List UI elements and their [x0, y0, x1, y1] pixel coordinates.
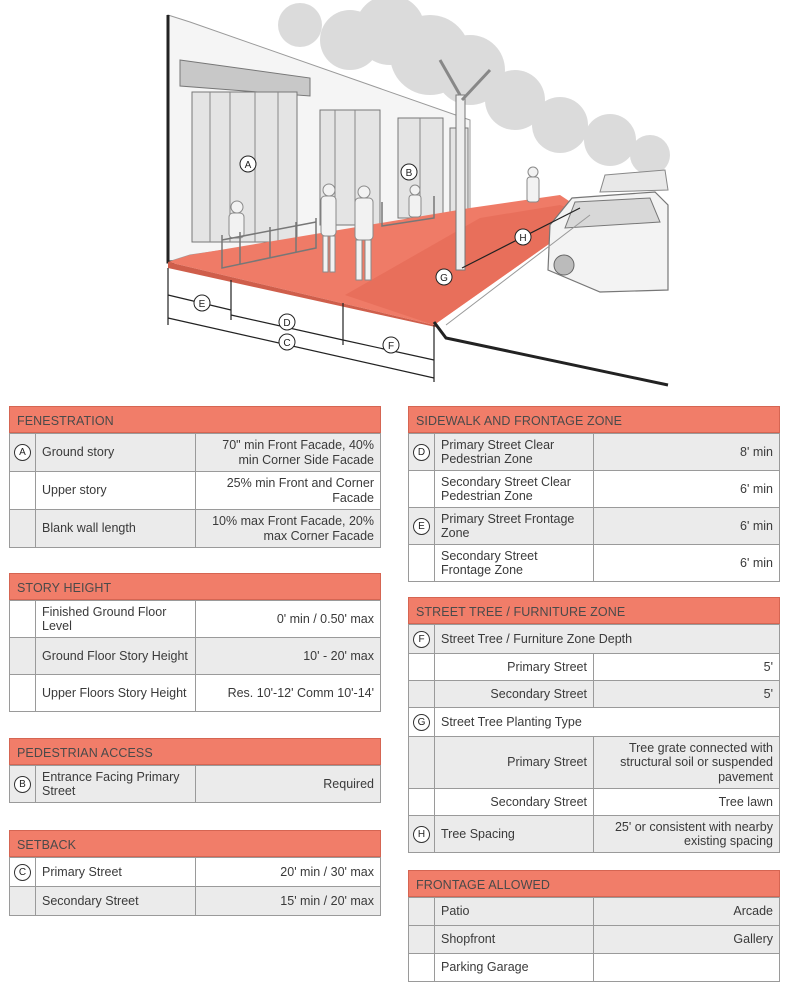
table-row — [409, 954, 780, 982]
marker-cell — [10, 766, 36, 803]
marker-h — [515, 229, 531, 245]
frontage-type: Gallery — [594, 926, 780, 954]
row-label: Blank wall length — [36, 510, 196, 548]
table-row — [10, 675, 381, 712]
row-label: Primary Street Frontage Zone — [435, 508, 594, 545]
section-header: PEDESTRIAN ACCESS — [9, 738, 381, 765]
frontage-type — [594, 954, 780, 982]
row-label: Primary Street Clear Pedestrian Zone — [435, 434, 594, 471]
table-row — [409, 789, 780, 816]
section-header: STORY HEIGHT — [9, 573, 381, 600]
streetscape-illustration — [0, 0, 791, 395]
row-label: Entrance Facing Primary Street — [36, 766, 196, 803]
marker-cell — [10, 434, 36, 472]
marker-cell — [10, 858, 36, 887]
frontage-type: Shopfront — [435, 926, 594, 954]
row-label: Ground story — [36, 434, 196, 472]
row-label: Secondary Street Clear Pedestrian Zone — [435, 471, 594, 508]
marker-cell — [409, 789, 435, 816]
story-height-table — [9, 600, 381, 712]
row-value: Tree lawn — [594, 789, 780, 816]
table-row — [10, 858, 381, 887]
row-value: 70" min Front Facade, 40% min Corner Side Facade — [196, 434, 381, 472]
table-row — [10, 766, 381, 803]
curb-line — [434, 322, 668, 385]
section-header: SETBACK — [9, 830, 381, 857]
row-label: Upper Floors Story Height — [36, 675, 196, 712]
marker-cell — [409, 625, 435, 654]
marker-cell — [409, 654, 435, 681]
table-row — [409, 898, 780, 926]
marker-cell — [409, 816, 435, 853]
table-row — [10, 434, 381, 472]
svg-text:F: F — [387, 341, 395, 352]
row-label: Upper story — [36, 472, 196, 510]
row-value: 20' min / 30' max — [196, 858, 381, 887]
marker-badge: A — [14, 444, 31, 461]
svg-text:E: E — [198, 299, 206, 310]
street-tree-section — [408, 597, 780, 853]
row-value: 6' min — [594, 508, 780, 545]
row-label: Primary Street — [435, 737, 594, 789]
marker-cell — [10, 638, 36, 675]
row-value: 0' min / 0.50' max — [196, 601, 381, 638]
table-row — [10, 638, 381, 675]
setback-section — [9, 830, 381, 916]
row-label: Secondary Street Frontage Zone — [435, 545, 594, 582]
svg-text:H: H — [519, 233, 527, 244]
row-value: 15' min / 20' max — [196, 887, 381, 916]
row-value: 25' or consistent with nearby existing spacing — [594, 816, 780, 853]
section-header: FRONTAGE ALLOWED — [408, 870, 780, 897]
row-label: Ground Floor Story Height — [36, 638, 196, 675]
frontage-type: Patio — [435, 898, 594, 926]
marker-cell — [409, 434, 435, 471]
row-label: Street Tree / Furniture Zone Depth — [435, 625, 780, 654]
svg-text:B: B — [405, 168, 413, 179]
marker-cell — [409, 508, 435, 545]
marker-e — [194, 295, 210, 311]
marker-badge: C — [14, 864, 31, 881]
marker-cell — [409, 898, 435, 926]
table-row — [409, 654, 780, 681]
marker-cell — [409, 708, 435, 737]
table-row — [409, 708, 780, 737]
street-tree-table — [408, 624, 780, 853]
marker-d — [279, 314, 295, 330]
frontage-type: Parking Garage — [435, 954, 594, 982]
sidewalk-frontage-table — [408, 433, 780, 582]
row-value: 10% max Front Facade, 20% max Corner Facade — [196, 510, 381, 548]
row-value: 8' min — [594, 434, 780, 471]
setback-table — [9, 857, 381, 916]
marker-cell — [409, 681, 435, 708]
marker-badge: E — [413, 518, 430, 535]
table-row — [10, 601, 381, 638]
frontage-allowed-table — [408, 897, 780, 982]
row-label: Secondary Street — [36, 887, 196, 916]
sidewalk-frontage-section — [408, 406, 780, 582]
table-row — [409, 737, 780, 789]
frontage-type: Arcade — [594, 898, 780, 926]
row-value: Res. 10'-12' Comm 10'-14' — [196, 675, 381, 712]
section-header: STREET TREE / FURNITURE ZONE — [408, 597, 780, 624]
marker-cell — [409, 545, 435, 582]
marker-badge: H — [413, 826, 430, 843]
table-row — [409, 926, 780, 954]
marker-badge: F — [413, 631, 430, 648]
row-value: 25% min Front and Corner Facade — [196, 472, 381, 510]
marker-cell — [10, 887, 36, 916]
row-label: Finished Ground Floor Level — [36, 601, 196, 638]
section-header: FENESTRATION — [9, 406, 381, 433]
marker-cell — [10, 601, 36, 638]
marker-badge: B — [14, 776, 31, 793]
section-header: SIDEWALK AND FRONTAGE ZONE — [408, 406, 780, 433]
row-value: Tree grate connected with structural soil or suspended pavement — [594, 737, 780, 789]
svg-text:D: D — [283, 318, 291, 329]
table-row — [409, 681, 780, 708]
marker-badge: D — [413, 444, 430, 461]
row-label: Secondary Street — [435, 789, 594, 816]
row-value: 10' - 20' max — [196, 638, 381, 675]
marker-cell — [409, 737, 435, 789]
frontage-allowed-section — [408, 870, 780, 982]
marker-cell — [409, 954, 435, 982]
marker-cell — [10, 472, 36, 510]
row-label: Primary Street — [435, 654, 594, 681]
row-label: Secondary Street — [435, 681, 594, 708]
table-row — [409, 471, 780, 508]
marker-cell — [10, 510, 36, 548]
row-value: 6' min — [594, 545, 780, 582]
svg-text:G: G — [440, 273, 448, 284]
marker-f — [383, 337, 399, 353]
fenestration-section — [9, 406, 381, 548]
marker-g — [436, 269, 452, 285]
fenestration-table — [9, 433, 381, 548]
table-row — [409, 545, 780, 582]
table-row — [409, 434, 780, 471]
pedestrian-access-section — [9, 738, 381, 803]
row-value: 6' min — [594, 471, 780, 508]
table-row — [10, 472, 381, 510]
marker-b — [401, 164, 417, 180]
svg-text:A: A — [244, 160, 252, 171]
car — [548, 170, 668, 292]
row-value: 5' — [594, 681, 780, 708]
marker-cell — [409, 926, 435, 954]
marker-cell — [10, 675, 36, 712]
row-value: Required — [196, 766, 381, 803]
marker-badge: G — [413, 714, 430, 731]
table-row — [10, 887, 381, 916]
svg-text:C: C — [283, 338, 291, 349]
row-label: Street Tree Planting Type — [435, 708, 780, 737]
row-label: Primary Street — [36, 858, 196, 887]
marker-cell — [409, 471, 435, 508]
table-row — [10, 510, 381, 548]
marker-c — [279, 334, 295, 350]
story-height-section — [9, 573, 381, 712]
row-label: Tree Spacing — [435, 816, 594, 853]
table-row — [409, 816, 780, 853]
table-row — [409, 625, 780, 654]
row-value: 5' — [594, 654, 780, 681]
pedestrian-access-table — [9, 765, 381, 803]
marker-a — [240, 156, 256, 172]
table-row — [409, 508, 780, 545]
